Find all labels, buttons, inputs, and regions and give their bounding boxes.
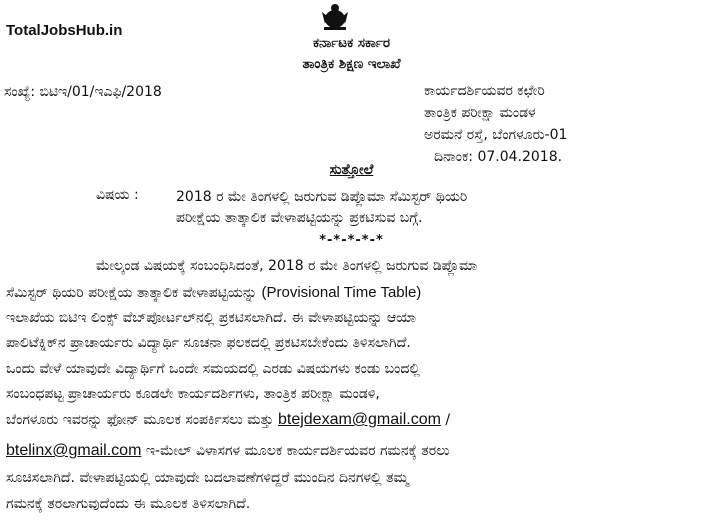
body-line: ಸೂಚಿಸಲಾಗಿದೆ. ವೇಳಾಪಟ್ಟಿಯಲ್ಲಿ ಯಾವುದೇ ಬದಲಾವಣೆಗಳಿದ್ದರೆ ಮುಂದಿನ ದಿನಗಳಲ್ಲಿ ತಮ್ಮ bbox=[6, 470, 409, 486]
body-line: ಗಮನಕ್ಕೆ ತರಲಾಗುವುದೆಂದು ಈ ಮೂಲಕ ತಿಳಿಸಲಾಗಿದೆ. bbox=[6, 496, 251, 512]
separator-stars: *-*-*-*-* bbox=[319, 233, 384, 248]
body-line: ಒಂದು ವೇಳೆ ಯಾವುದೇ ವಿದ್ಯಾರ್ಥಿಗೆ ಒಂದೇ ಸಮಯದಲ್ಲಿ ಎರಡು ವಿಷಯಗಳು ಕಂಡು ಬಂದಲ್ಲಿ bbox=[6, 361, 420, 377]
reference-number: ಸಂಖ್ಯೆ: ಬಿಟಿಇ/01/ಇಎಫಿ/2018 bbox=[4, 84, 162, 100]
govt-title: ಕರ್ನಾಟಕ ಸರ್ಕಾರ bbox=[312, 35, 391, 51]
body-line: ಪಾಲಿಟೆಕ್ನಿಕ್‌ನ ಪ್ರಾಚಾರ್ಯರು ವಿದ್ಯಾರ್ಥಿ ಸೂಚನಾ ಫಲಕದಲ್ಲಿ ಪ್ರಕಟಿಸಬೇಕೆಂದು ತಿಳಿಸಲಾಗಿದೆ. bbox=[6, 335, 411, 351]
subject-line: 2018 ರ ಮೇ ತಿಂಗಳಲ್ಲಿ ಜರುಗುವ ಡಿಪ್ಲೊಮಾ ಸೆಮಿಸ್ಟರ್ ಥಿಯರಿ bbox=[176, 189, 468, 205]
body-line: ಸಂಬಂಧಪಟ್ಟ ಪ್ರಾಚಾರ್ಯರು ಕೂಡಲೇ ಕಾರ್ಯದರ್ಶಿಗಳು, ತಾಂತ್ರಿಕ ಪರೀಕ್ಷಾ ಮಂಡಳಿ, bbox=[6, 386, 380, 402]
body-text: ಬೆಂಗಳೂರು ಇವರನ್ನು ಫೋನ್ ಮೂಲಕ ಸಂಪರ್ಕಿಸಲು ಮತ್ತು bbox=[6, 412, 278, 428]
date-line: ದಿನಾಂಕ: 07.04.2018. bbox=[434, 149, 563, 165]
office-line: ಕಾರ್ಯದರ್ಶಿಯವರ ಕಛೇರಿ bbox=[424, 83, 545, 99]
body-text: / bbox=[440, 412, 451, 428]
subject-text bbox=[176, 187, 676, 229]
body-text: ಇ-ಮೇಲ್ ವಿಳಾಸಗಳ ಮೂಲಕ ಕಾರ್ಯದರ್ಶಿಯವರ ಗಮನಕ್ಕೆ ತರಲು bbox=[141, 443, 450, 459]
email-link-exam[interactable]: btejdexam@gmail.com bbox=[277, 411, 441, 428]
body-line: ಇಲಾಖೆಯ ಬಿಟಿಇ ಲಿಂಕ್ಸ್ ವೆಬ್‌ಪೋರ್ಟಲ್‌ನಲ್ಲಿ ಪ್ರಕಟಿಸಲಾಗಿದೆ. ಈ ವೇಳಾಪಟ್ಟಿಯನ್ನು ಆಯಾ bbox=[6, 310, 417, 326]
state-emblem-icon bbox=[318, 2, 352, 32]
body-line bbox=[6, 442, 450, 460]
dept-title: ತಾಂತ್ರಿಕ ಶಿಕ್ಷಣ ಇಲಾಖೆ bbox=[302, 56, 401, 72]
body-text: ಸೆಮಿಸ್ಟರ್ ಥಿಯರಿ ಪರೀಕ್ಷೆಯ ತಾತ್ಕಾಲಿಕ ವೇಳಾಪಟ್ಟಿಯನ್ನು bbox=[6, 285, 262, 301]
subject-label: ವಿಷಯ : bbox=[96, 187, 139, 203]
email-link-linx[interactable]: btelinx@gmail.com bbox=[6, 442, 142, 459]
body-line bbox=[6, 284, 421, 301]
body-line: ಮೇಲ್ಕಂಡ ವಿಷಯಕ್ಕೆ ಸಂಬಂಧಿಸಿದಂತೆ, 2018 ರ ಮೇ ತಿಂಗಳಲ್ಲಿ ಜರುಗುವ ಡಿಪ್ಲೊಮಾ bbox=[96, 258, 478, 274]
office-line: ಅರಮನೆ ರಸ್ತೆ, ಬೆಂಗಳೂರು-01 bbox=[424, 127, 568, 143]
office-line: ತಾಂತ್ರಿಕ ಪರೀಕ್ಷಾ ಮಂಡಳ bbox=[424, 105, 536, 121]
watermark-text: TotalJobsHub.in bbox=[6, 22, 123, 39]
body-text-english: (Provisional Time Table) bbox=[261, 284, 422, 301]
office-address bbox=[424, 80, 567, 168]
circular-title: ಸುತ್ತೋಲೆ bbox=[329, 162, 374, 178]
subject-line: ಪರೀಕ್ಷೆಯ ತಾತ್ಕಾಲಿಕ ವೇಳಾಪಟ್ಟಿಯನ್ನು ಪ್ರಕಟಿಸುವ ಬಗ್ಗೆ. bbox=[176, 210, 423, 226]
body-line bbox=[6, 411, 450, 429]
